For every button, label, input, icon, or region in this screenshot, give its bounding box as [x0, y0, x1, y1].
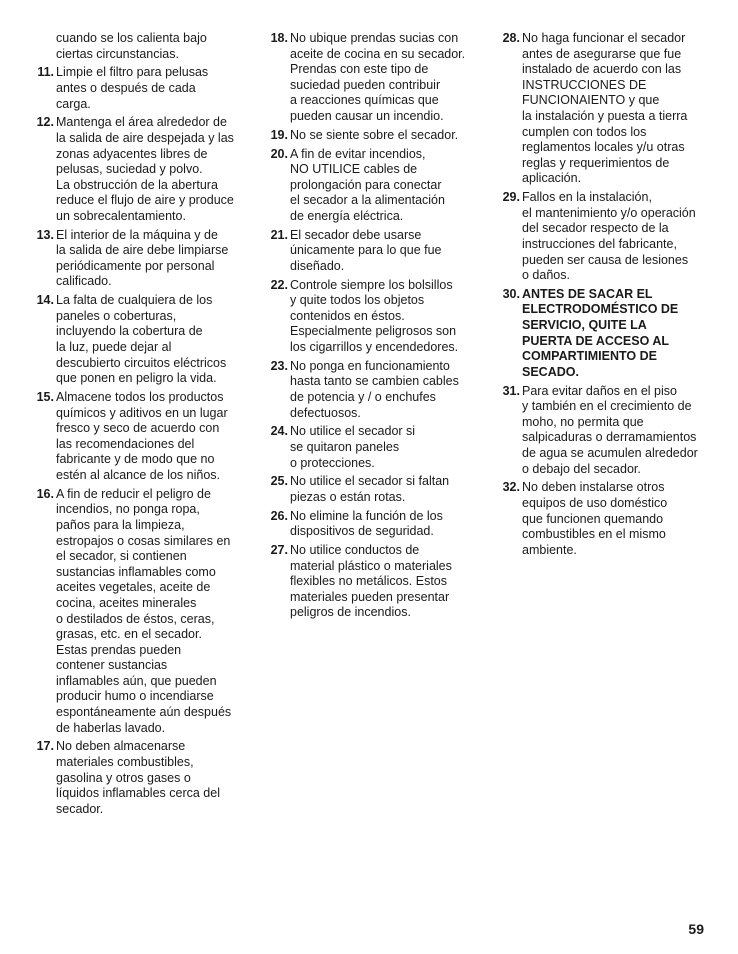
list-item [498, 384, 710, 478]
list-item [32, 487, 244, 737]
item-number: 22. [270, 277, 288, 292]
list-item [266, 509, 480, 540]
list-item [266, 474, 480, 505]
item-text: ANTES DE SACAR EL ELECTRODOMÉSTICO DE SERVICIO, QUITE LA PUERTA DE ACCESO AL COMPARTIMIENTO DE SECADO. [522, 286, 679, 379]
item-text: No ponga en funcionamiento hasta tanto se cambien cables de potencia y / o enchufes defectuosos. [290, 358, 459, 420]
item-text: No deben almacenarse materiales combustibles, gasolina y otros gases o líquidos inflamables cerca del secador. [56, 739, 220, 816]
page-number: 59 [688, 921, 704, 937]
column-2 [266, 31, 480, 624]
item-number: 31. [502, 383, 520, 398]
item-text: No haga funcionar el secador antes de asegurarse que fue instalado de acuerdo con las INSTRUCCIONES DE FUNCIONAIENTO y que la instalación y puesta a tierra cumplen con todos los reglamentos locales y/u otras reglas y requerimientos de aplicación. [522, 31, 688, 186]
item-number: 26. [270, 508, 288, 523]
list-item [266, 278, 480, 356]
list-item [498, 190, 710, 284]
list-item [266, 543, 480, 621]
item-text: El secador debe usarse únicamente para lo que fue diseñado. [290, 227, 442, 273]
item-text: A fin de reducir el peligro de incendios, no ponga ropa, paños para la limpieza, estropajos o cosas similares en el secador, si contienen sustancias inflamables como aceites vegetales, aceite de cocina, aceites minerales o destilados de éstos, ceras, grasas, etc. en el secador. Estas prendas pueden contener sustancias inflamables aún, que pueden producir humo o incendiarse espontáneamente aún después de haberlas lavado. [56, 486, 232, 735]
item-text: El interior de la máquina y de la salida de aire debe limpiarse periódicamente por personal calificado. [56, 227, 229, 289]
warning-list-item [498, 287, 710, 381]
list-item [32, 739, 244, 817]
item-text: A fin de evitar incendios, NO UTILICE cables de prolongación para conectar el secador a la alimentación de energía eléctrica. [290, 146, 445, 223]
item-number: 28. [502, 31, 520, 45]
item-text: Almacene todos los productos químicos y aditivos en un lugar fresco y seco de acuerdo con las recomendaciones del fabricante y de modo que no estén al alcance de los niños. [56, 390, 228, 482]
item-text: No deben instalarse otros equipos de uso doméstico que funcionen quemando combustibles en el mismo ambiente. [522, 480, 668, 557]
list-item [498, 31, 710, 187]
list-item [266, 31, 480, 125]
item-number: 13. [36, 227, 54, 242]
item-text: No elimine la función de los dispositivos de seguridad. [290, 508, 443, 539]
item-number: 30. [502, 286, 520, 301]
list-item [266, 424, 480, 471]
item-text: No utilice el secador si faltan piezas o están rotas. [290, 474, 450, 504]
item-number: 32. [502, 480, 520, 495]
list-item [266, 228, 480, 275]
item-text: Fallos en la instalación, el mantenimiento y/o operación del secador respecto de la instrucciones del fabricante, pueden ser causa de lesiones o daños. [522, 190, 696, 283]
list-item [32, 115, 244, 224]
continuation-text: cuando se los calienta bajo ciertas circunstancias. [56, 31, 207, 61]
column-1 [32, 31, 244, 821]
list-item [266, 128, 480, 144]
item-number: 27. [270, 543, 288, 558]
item-number: 14. [36, 293, 54, 308]
item-number: 15. [36, 390, 54, 404]
list-item [498, 480, 710, 558]
item-number: 20. [270, 146, 288, 161]
item-number: 16. [36, 486, 54, 501]
item-number: 25. [270, 474, 288, 489]
item-number: 21. [270, 227, 288, 242]
list-item [266, 147, 480, 225]
item-number: 23. [270, 358, 288, 373]
item-number: 17. [36, 739, 54, 754]
item-text: No utilice conductos de material plástico o materiales flexibles no metálicos. Estos materiales pueden presentar peligros de incendios. [290, 543, 452, 620]
item-number: 29. [502, 190, 520, 205]
item-number: 24. [270, 424, 288, 439]
column-3 [498, 31, 710, 562]
item-text: No utilice el secador si se quitaron paneles o protecciones. [290, 424, 416, 470]
item-text: Para evitar daños en el piso y también en el crecimiento de moho, no permita que salpicaduras o derramamientos de agua se acumulen alrededor o debajo del secador. [522, 383, 698, 476]
list-item [32, 390, 244, 484]
item-text: Controle siempre los bolsillos y quite todos los objetos contenidos en éstos. Especialmente peligrosos son los cigarrillos y encendedores. [290, 277, 459, 355]
list-item [32, 293, 244, 387]
item-number: 18. [270, 31, 288, 45]
item-text: Mantenga el área alrededor de la salida de aire despejada y las zonas adyacentes libres de pelusas, suciedad y polvo. La obstrucción de la abertura reduce el flujo de aire y produce un sobrecalentamiento. [56, 115, 234, 223]
item-number: 12. [36, 115, 54, 130]
list-item [32, 65, 244, 112]
item-number: 19. [270, 127, 288, 142]
item-text: Limpie el filtro para pelusas antes o después de cada carga. [56, 65, 209, 111]
item-text: No ubique prendas sucias con aceite de cocina en su secador. Prendas con este tipo de suciedad pueden contribuir a reacciones químicas que pueden causar un incendio. [290, 31, 466, 123]
item-number: 11. [37, 65, 54, 80]
item-text: La falta de cualquiera de los paneles o coberturas, incluyendo la cobertura de la luz, puede dejar al descubierto circuitos eléctricos que ponen en peligro la vida. [56, 293, 227, 386]
list-item [32, 228, 244, 290]
list-item [266, 359, 480, 421]
item-text: No se siente sobre el secador. [290, 127, 459, 142]
